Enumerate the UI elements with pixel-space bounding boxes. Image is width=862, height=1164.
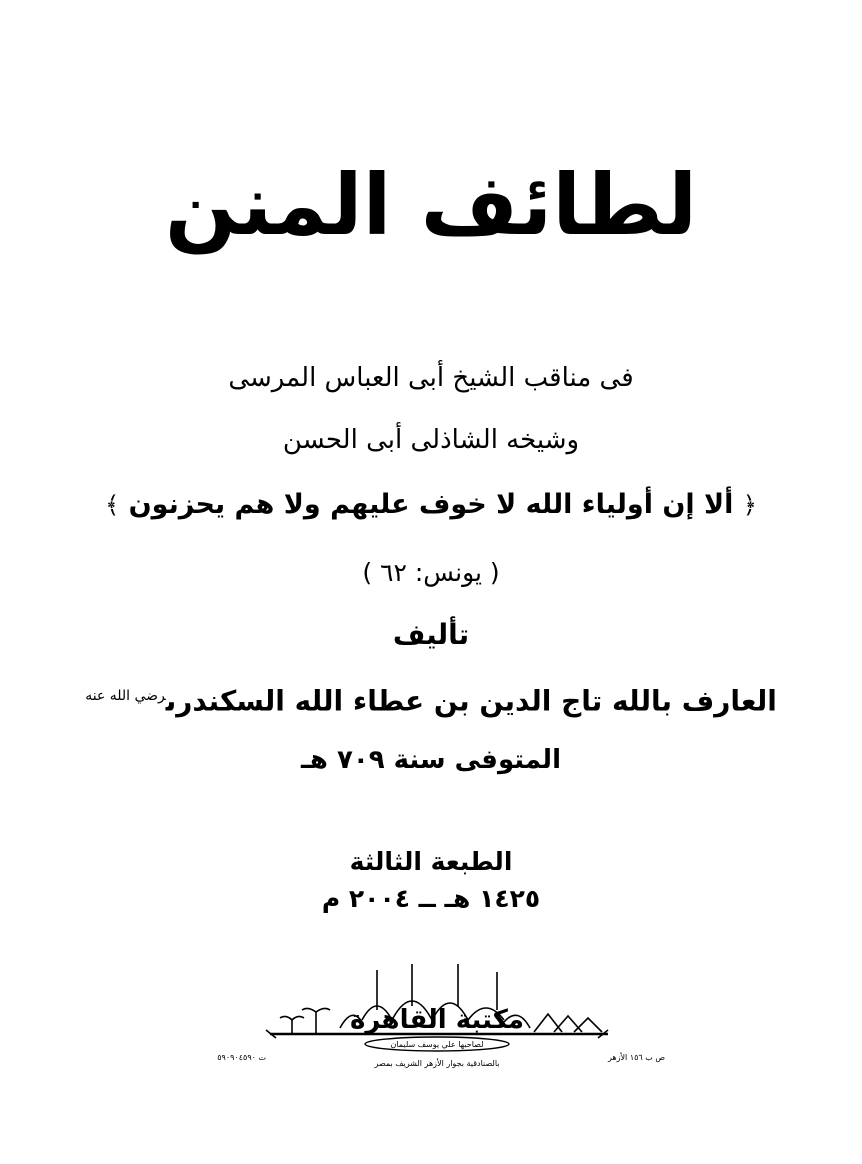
author-line: [0, 676, 862, 721]
subtitle-line-2: وشيخه الشاذلى أبى الحسن: [282, 425, 580, 455]
publisher-phone: ت ٥٩٠٩٠٤٥٩٠: [217, 1053, 266, 1062]
edition-label: الطبعة الثالثة: [349, 847, 513, 876]
publisher-address: بالصنادقية بجوار الأزهر الشريف بمصر: [374, 1059, 500, 1068]
subtitle-line-1: فى مناقب الشيخ أبى العباس المرسى: [228, 363, 634, 393]
publication-year: ١٤٢٥ هـ ــ ٢٠٠٤ م: [321, 884, 541, 913]
quran-verse: [0, 484, 862, 526]
author-name: العارف بالله تاج الدين بن عطاء الله السكندرى: [165, 684, 777, 718]
publisher-logo: [217, 962, 666, 1074]
honorific-mark: رضي الله عنه: [85, 688, 166, 704]
verse-reference: ( يونس: ٦٢ ): [362, 558, 500, 587]
book-title: لطائف المنن: [164, 156, 698, 254]
publisher-tagline: لصاحبها علي يوسف سليمان: [390, 1040, 484, 1049]
publisher-po-box: ص ب ١٥٦ الأزهر: [608, 1053, 666, 1062]
death-date: المتوفى سنة ٧٠٩ هـ: [301, 745, 561, 775]
verse-close-bracket: ﴾: [105, 491, 120, 519]
verse-text: ألا إن أولياء الله لا خوف عليهم ولا هم يحزنون: [128, 489, 734, 520]
verse-open-bracket: ﴿: [742, 491, 757, 519]
authorship-label: تأليف: [392, 618, 470, 651]
publisher-name: مكتبة القاهرة: [350, 1005, 524, 1035]
